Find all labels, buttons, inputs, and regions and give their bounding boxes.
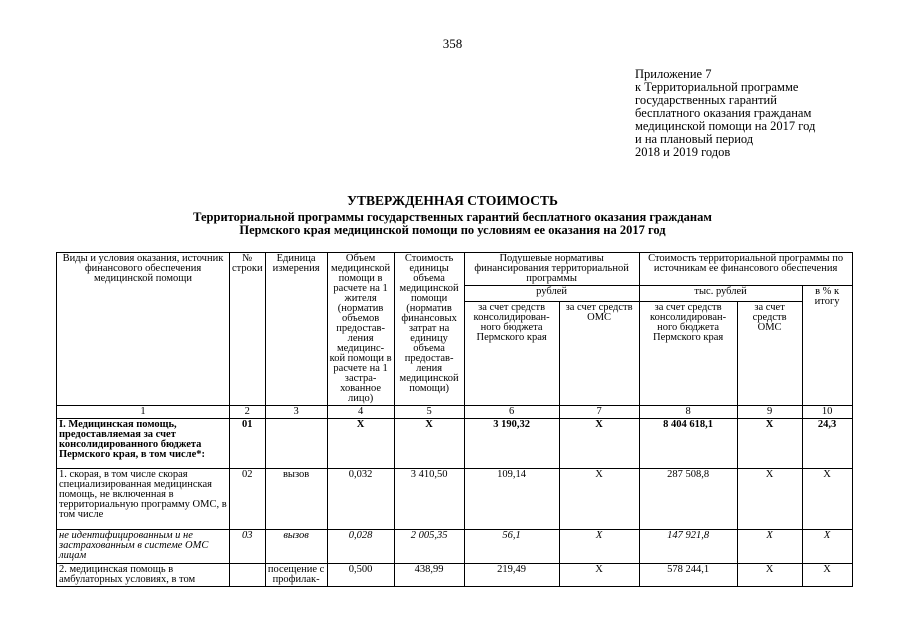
column-number: 9 (737, 406, 802, 419)
row-unit: посещение с профилак- (265, 564, 327, 587)
row-volume: 0,032 (327, 469, 394, 530)
row-unit: вызов (265, 530, 327, 564)
row-tc-oms: Х (737, 530, 802, 564)
header-rubles: рублей (464, 286, 639, 302)
row-tc-budget: 8 404 618,1 (639, 419, 737, 469)
row-name: 2. медицинская помощь в амбулаторных условиях, в том (57, 564, 230, 587)
row-cost: 3 410,50 (394, 469, 464, 530)
cost-table (56, 252, 853, 587)
row-name: не идентифицированным и не застрахованным в системе ОМС лицам (57, 530, 230, 564)
row-pc-budget: 3 190,32 (464, 419, 559, 469)
row-tc-oms: Х (737, 564, 802, 587)
row-tc-budget: 578 244,1 (639, 564, 737, 587)
row-tc-oms: Х (737, 469, 802, 530)
row-volume: Х (327, 419, 394, 469)
row-pc-budget: 56,1 (464, 530, 559, 564)
row-number: 03 (230, 530, 266, 564)
row-pc-oms: Х (559, 530, 639, 564)
row-name: 1. скорая, в том числе скорая специализированная медицинская помощь, не включенная в территориальную программу ОМС, в том числе (57, 469, 230, 530)
header-row-no: № строки (230, 253, 266, 406)
column-number: 8 (639, 406, 737, 419)
document-subtitle (0, 211, 905, 237)
column-number: 1 (57, 406, 230, 419)
appendix-line: бесплатного оказания гражданам (635, 106, 812, 120)
column-number: 6 (464, 406, 559, 419)
row-tc-budget: 287 508,8 (639, 469, 737, 530)
appendix-line: медицинской помощи на 2017 год (635, 119, 816, 133)
header-percent: в % к итогу (802, 286, 852, 406)
row-percent: 24,3 (802, 419, 852, 469)
header-consolidated-2: за счет средств консолидирован-ного бюджета Пермского края (639, 302, 737, 406)
row-volume: 0,500 (327, 564, 394, 587)
header-per-capita: Подушевые нормативы финансирования территориальной программы (464, 253, 639, 286)
row-percent: Х (802, 530, 852, 564)
table-row (57, 419, 853, 469)
column-number: 5 (394, 406, 464, 419)
row-cost: 2 005,35 (394, 530, 464, 564)
column-numbers-row (57, 406, 853, 419)
column-number: 3 (265, 406, 327, 419)
appendix-line: и на плановый период (635, 132, 754, 146)
appendix-line: к Территориальной программе (635, 80, 799, 94)
row-pc-oms: Х (559, 469, 639, 530)
row-percent: Х (802, 469, 852, 530)
row-pc-budget: 219,49 (464, 564, 559, 587)
row-tc-oms: Х (737, 419, 802, 469)
header-consolidated: за счет средств консолидирован-ного бюджета Пермского края (464, 302, 559, 406)
row-unit: вызов (265, 469, 327, 530)
header-thousand-rubles: тыс. рублей (639, 286, 802, 302)
column-number: 7 (559, 406, 639, 419)
row-percent: Х (802, 564, 852, 587)
table-row (57, 530, 853, 564)
table-row (57, 564, 853, 587)
header-cost: Стоимость единицы объема медицинской помощи (норматив финансовых затрат на единицу объема предостав-ления медицинской помощи) (394, 253, 464, 406)
subtitle-line: Пермского края медицинской помощи по условиям ее оказания на 2017 год (239, 223, 666, 237)
page-number: 358 (442, 36, 463, 51)
row-number: 02 (230, 469, 266, 530)
appendix-block (635, 68, 815, 159)
row-number (230, 564, 266, 587)
header-volume: Объем медицинской помощи в расчете на 1 жителя (норматив объемов предостав-ления медицинс-кой помощи в расчете на 1 застра-хованное лицо) (327, 253, 394, 406)
row-pc-budget: 109,14 (464, 469, 559, 530)
appendix-line: 2018 и 2019 годов (635, 145, 731, 159)
row-unit (265, 419, 327, 469)
appendix-line: Приложение 7 (635, 67, 712, 81)
row-name: I. Медицинская помощь, предоставляемая за счет консолидированного бюджета Пермского края, в том числе*: (57, 419, 230, 469)
subtitle-line: Территориальной программы государственных гарантий бесплатного оказания гражданам (193, 210, 712, 224)
row-cost: 438,99 (394, 564, 464, 587)
header-oms-2: за счет средств ОМС (737, 302, 802, 406)
row-volume: 0,028 (327, 530, 394, 564)
row-cost: Х (394, 419, 464, 469)
document-title: УТВЕРЖДЕННАЯ СТОИМОСТЬ (347, 193, 558, 208)
column-number: 10 (802, 406, 852, 419)
column-number: 2 (230, 406, 266, 419)
row-pc-oms: Х (559, 564, 639, 587)
appendix-line: государственных гарантий (635, 93, 777, 107)
row-pc-oms: Х (559, 419, 639, 469)
row-number: 01 (230, 419, 266, 469)
header-program-cost: Стоимость территориальной программы по источникам ее финансового обеспечения (639, 253, 852, 286)
header-types: Виды и условия оказания, источник финансового обеспечения медицинской помощи (57, 253, 230, 406)
table-row (57, 469, 853, 530)
header-oms: за счет средств ОМС (559, 302, 639, 406)
header-unit: Единица измерения (265, 253, 327, 406)
row-tc-budget: 147 921,8 (639, 530, 737, 564)
column-number: 4 (327, 406, 394, 419)
